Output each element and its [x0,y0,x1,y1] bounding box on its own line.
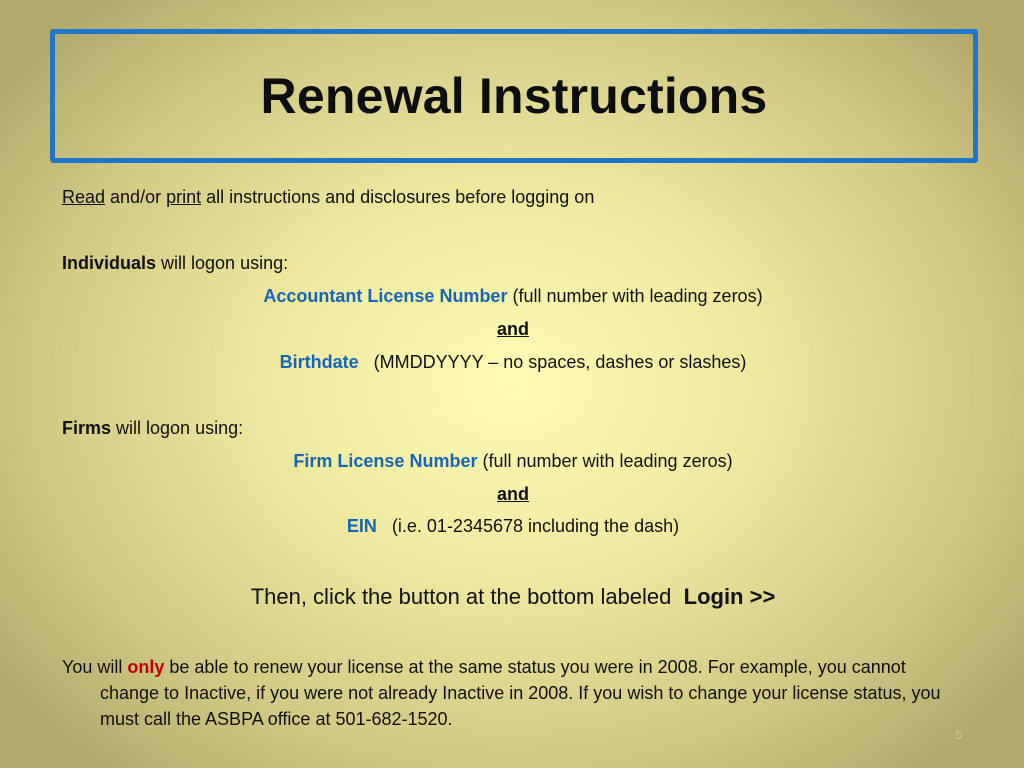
birthdate-note: (MMDDYYYY – no spaces, dashes or slashes) [358,352,747,372]
firms-label: Firms [62,418,112,438]
slide-number: 5 [955,728,962,742]
individuals-heading [62,252,964,274]
login-instruction-line [62,583,964,611]
slide-title: Renewal Instructions [260,68,768,124]
individuals-and: and [496,319,529,339]
individuals-label: Individuals [62,253,157,273]
status-note-paragraph [62,654,964,732]
status-note-before: You will [62,657,128,677]
ein-note: (i.e. 01-2345678 including the dash) [376,516,680,536]
firm-license-number-label: Firm License Number [293,451,478,471]
print-link[interactable]: print [166,187,202,207]
title-box [50,29,978,163]
ein-label: EIN [346,516,377,536]
individuals-and-line [62,318,964,340]
status-note-only: only [127,657,165,677]
read-instructions-line [62,186,964,208]
accountant-license-number-note: (full number with leading zeros) [507,286,763,306]
read-link[interactable]: Read [62,187,106,207]
firm-license-number-note: (full number with leading zeros) [477,451,733,471]
firms-and-line [62,483,964,505]
firms-field2-line [62,515,964,537]
accountant-license-number-label: Accountant License Number [263,286,508,306]
firms-heading [62,417,964,439]
login-button-label: Login >> [683,584,776,609]
firms-field1-line [62,450,964,472]
status-note-after: be able to renew your license at the same status you were in 2008. For example, you cannot change to Inactive, if you were not already Inactive in 2008. If you wish to change your license status, you must call the ASBPA office at 501-682-1520. [100,657,941,729]
individuals-field2-line [62,351,964,373]
individuals-field1-line [62,285,964,307]
firms-rest: will logon using: [111,418,244,438]
individuals-rest: will logon using: [156,253,289,273]
and-or-text: and/or [105,187,167,207]
login-instruction-text: Then, click the button at the bottom labeled [250,584,684,609]
firms-and: and [496,484,529,504]
birthdate-label: Birthdate [279,352,359,372]
read-line-rest: all instructions and disclosures before logging on [201,187,595,207]
